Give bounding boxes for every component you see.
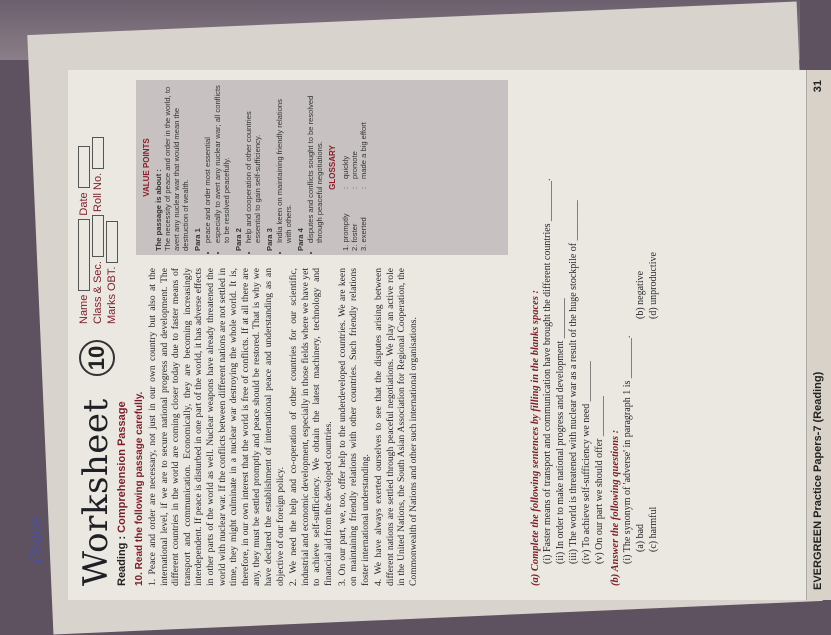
footer-title: EVERGREEN Practice Papers-7 (Reading) xyxy=(812,371,824,590)
passage-column xyxy=(134,268,422,586)
para1-label: Para 1 xyxy=(193,228,202,251)
para1-point: • especially to avert any nuclear war; all conflicts to be resolved peacefully. xyxy=(213,84,231,243)
fill-blank-item: (ii) In order to make national progress and development ________ xyxy=(555,298,566,564)
fill-blank-item: (v) On our part we should offer ________ xyxy=(594,396,605,564)
value-points-box xyxy=(136,80,508,255)
marks-boxes xyxy=(106,221,118,263)
paragraph-4: 4. We have always exerted ourselves to see that the disputes arising between different nations are settled through peaceful negotiations. We play an active role in the United Nations, the South Asian Association for Regional Cooperation, the Commonwealth of Nations and other such international organisations. xyxy=(373,268,420,586)
option-a: (a) bad xyxy=(635,523,646,552)
date-boxes xyxy=(78,146,90,188)
worksheet-number: 10 xyxy=(79,340,115,376)
subtitle-prefix: Reading : xyxy=(116,535,128,586)
class-label: Class & Sec. xyxy=(92,261,104,324)
date-label: Date xyxy=(78,192,90,216)
question-heading: 10. Read the following passage carefully. xyxy=(134,391,145,586)
para3-point: • India keen on maintaining friendly relations with others. xyxy=(275,84,293,243)
glossary-row: 3. exerted : made a big effort xyxy=(359,122,368,251)
paragraph-3: 3. On our part, we, too, offer help to the underdeveloped countries. We are keen on maintaining friendly relations with other countries. Such friendly relations foster international understanding. xyxy=(336,268,371,586)
para2-point: • help and cooperation of other countries essential to gain self-sufficiency. xyxy=(244,84,262,243)
value-points-heading: VALUE POINTS xyxy=(142,138,151,197)
roll-label: Roll No. xyxy=(92,172,104,212)
para1-point: • peace and order most essential xyxy=(203,84,212,243)
about-label: The passage is about : xyxy=(154,169,163,251)
page-number: 31 xyxy=(812,80,824,93)
worksheet-title: Worksheet xyxy=(76,398,116,586)
glossary xyxy=(328,84,368,251)
questions-section xyxy=(530,86,660,586)
para4-point: • disputes and conflicts sought to be resolved through peaceful negotiations. xyxy=(306,84,324,243)
worksheet-header xyxy=(76,86,116,586)
fill-blank-item: (iv) To achieve self-sufficiency we need ________ xyxy=(581,361,592,564)
question-item: (i) The synonym of 'adverse' in paragraph 1 is ________. xyxy=(622,335,633,564)
option-d: (d) unproductive xyxy=(648,252,659,319)
name-label: Name xyxy=(78,294,90,324)
option-b: (b) negative xyxy=(635,270,646,319)
answer-options xyxy=(634,86,660,586)
subtitle-text: Comprehension Passage xyxy=(116,401,128,533)
name-boxes xyxy=(78,219,90,291)
para2-label: Para 2 xyxy=(234,228,243,251)
fill-blank-item: (i) Faster means of transport and communication have brought the different countries ________. xyxy=(542,178,553,564)
student-fields xyxy=(78,64,120,324)
glossary-row: 1. promptly : quickly xyxy=(341,155,350,251)
para3-label: Para 3 xyxy=(265,228,274,251)
para4-label: Para 4 xyxy=(296,228,305,251)
option-c: (c) harmful xyxy=(648,506,659,552)
handwritten-note: Peace xyxy=(26,515,46,564)
glossary-row: 2. foster : promote xyxy=(350,151,359,251)
glossary-heading: GLOSSARY xyxy=(328,145,337,190)
section-b-heading: (b) Answer the following questions : xyxy=(610,429,621,586)
paragraph-2: 2. We need the help and co-operation of other countries for our scientific, industrial and economic development, especially in those fields where we have yet to achieve self-sufficiency. We obtain the latest machinery, technology and financial aid from the developed countries. xyxy=(288,268,334,586)
section-a-heading: (a) Complete the following sentences by filling in the blanks spaces : xyxy=(530,289,541,586)
section-subtitle xyxy=(116,401,128,586)
paragraph-1: 1. Peace and order are necessary, not just in our own country but also at the international level, if we are to secure national progress and development. The different countries in the world are coming closer today due to faster means of transport and communication. Economically, they are becoming increasingly interdependent. If peace is disturbed in one part of the world, it has adverse effects in other parts of the world as well. Nuclear weapons have already threatened the world with nuclear war. If the conflicts between different nations are not settled in time, they might culminate in a nuclear war destroying the whole world. It is, therefore, in our own interest that the world is free of conflicts. If at all there are any, they must be settled promptly and peace should be restored. That is why we have declared the establishment of international peace and understanding as an objective of our foreign policy. xyxy=(147,268,286,586)
page-footer xyxy=(806,70,831,600)
about-text: The necessity of peace and order in the world, to avert any nuclear war that would mean the destruction of wealth. xyxy=(163,86,190,251)
roll-boxes xyxy=(92,137,104,169)
fill-blank-item: (iii) The world is threatened with nuclear war as a result of the huge stockpile of ________ xyxy=(568,200,579,564)
marks-label: Marks OBT. xyxy=(106,266,118,324)
worksheet-page xyxy=(68,70,830,600)
class-boxes xyxy=(92,215,104,257)
